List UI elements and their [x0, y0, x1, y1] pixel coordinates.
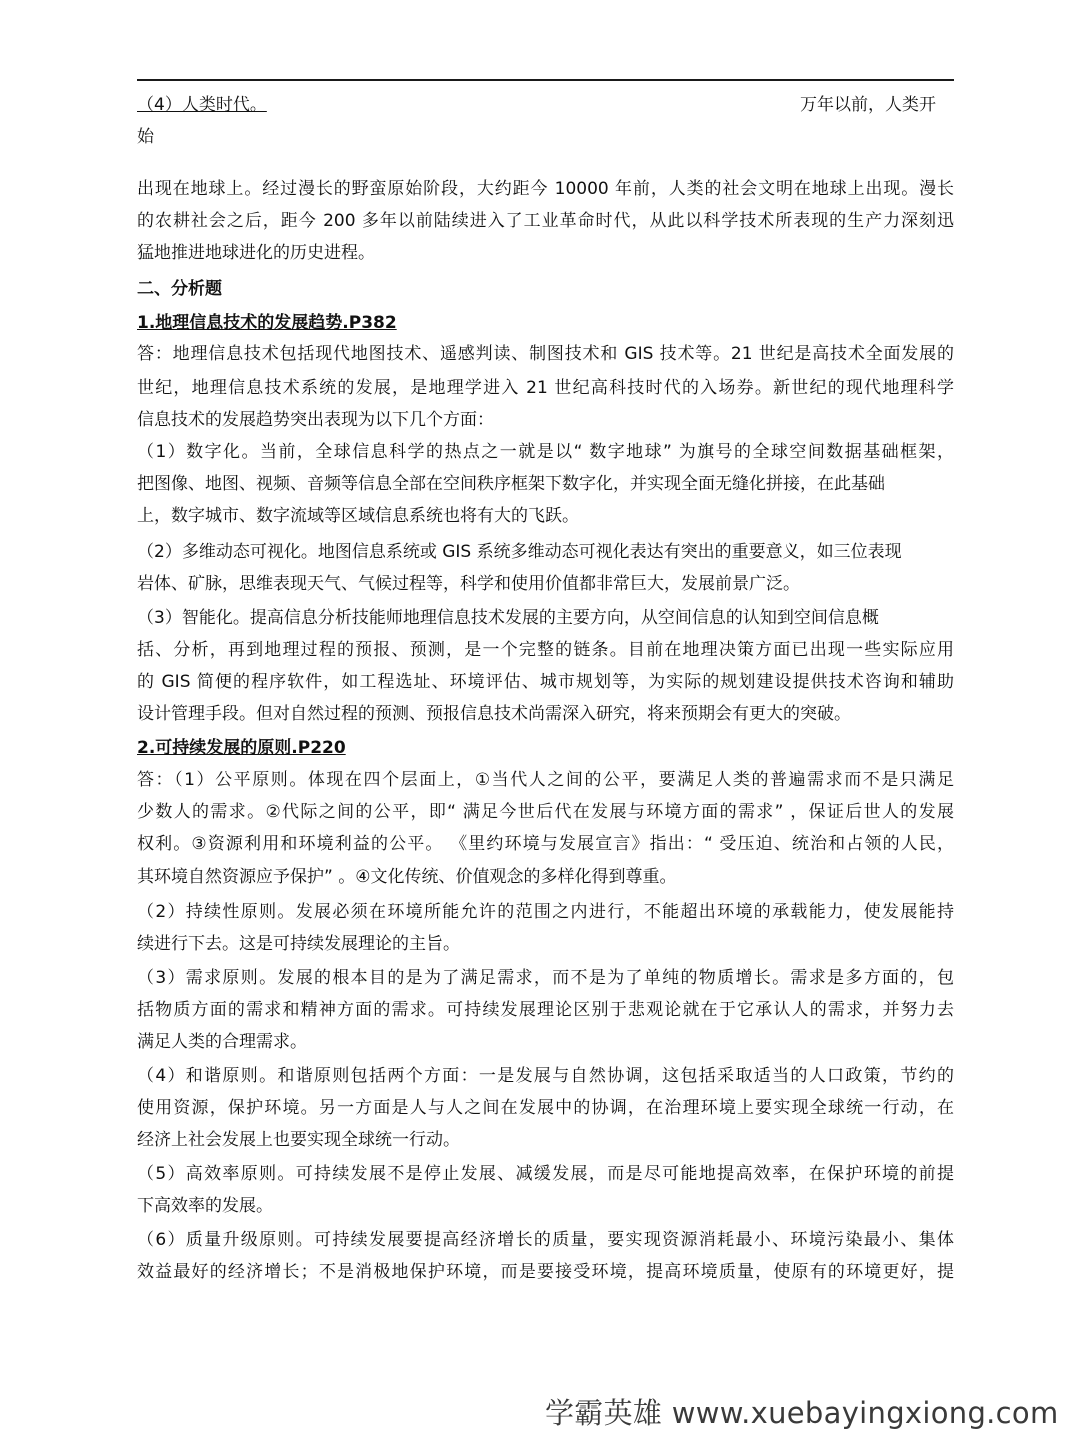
text-line: 把图像、地图、视频、音频等信息全部在空间秩序框架下数字化，并实现全面无缝化拼接，在此基础 [137, 474, 885, 494]
text-line: （4）和谐原则。和谐原则包括两个方面：一是发展与自然协调，这包括采取适当的人口政策，节约的 [137, 1066, 954, 1086]
text-line: 续进行下去。这是可持续发展理论的主旨。 [137, 934, 460, 954]
header-line-right-text: 万年以前，人类开 [800, 95, 936, 115]
text-line: 信息技术的发展趋势突出表现为以下几个方面： [137, 410, 494, 430]
text-line: （3）智能化。提高信息分析技能师地理信息技术发展的主要方向，从空间信息的认知到空间信息概 [137, 608, 879, 628]
text-line: 其环境自然资源应予保护” 。④文化传统、价值观念的多样化得到尊重。 [137, 867, 677, 887]
text-line: （5）高效率原则。可持续发展不是停止发展、减缓发展，而是尽可能地提高效率，在保护环境的前提 [137, 1164, 954, 1184]
text-line: （2）持续性原则。发展必须在环境所能允许的范围之内进行，不能超出环境的承载能力，使发展能持 [137, 902, 954, 922]
text-line: 使用资源，保护环境。另一方面是人与人之间在发展中的协调，在治理环境上要实现全球统一行动，在 [137, 1098, 954, 1118]
text-line: 岩体、矿脉，思维表现天气、气候过程等，科学和使用价值都非常巨大，发展前景广泛。 [137, 574, 800, 594]
text-line: 的 GIS 简便的程序软件，如工程选址、环境评估、城市规划等，为实际的规划建设提供技术咨询和辅助 [137, 672, 954, 692]
header-line [137, 94, 954, 116]
section-title-analysis: 二、分析题 [137, 279, 222, 299]
text-line: 上，数字城市、数字流域等区域信息系统也将有大的飞跃。 [137, 506, 579, 526]
text-line: （3）需求原则。发展的根本目的是为了满足需求，而不是为了单纯的物质增长。需求是多方面的，包 [137, 968, 954, 988]
text-line: 括、分析，再到地理过程的预报、预测，是一个完整的链条。目前在地理决策方面已出现一些实际应用 [137, 640, 954, 660]
question-title-1: 1.地理信息技术的发展趋势.P382 [137, 313, 397, 333]
text-line: 括物质方面的需求和精神方面的需求。可持续发展理论区别于悲观论就在于它承认人的需求，并努力去 [137, 1000, 954, 1020]
text-line: （1）数字化。当前，全球信息科学的热点之一就是以“ 数字地球” 为旗号的全球空间数据基础框架， [137, 442, 954, 462]
text-line: 猛地推进地球进化的历史进程。 [137, 243, 375, 263]
text-line: 效益最好的经济增长；不是消极地保护环境，而是要接受环境，提高环境质量，使原有的环境更好，提 [137, 1262, 954, 1282]
question-title-2: 2.可持续发展的原则.P220 [137, 738, 346, 758]
text-line: 下高效率的发展。 [137, 1196, 273, 1216]
text-line: 设计管理手段。但对自然过程的预测、预报信息技术尚需深入研究，将来预期会有更大的突破。 [137, 704, 851, 724]
text-line: 权利。③资源利用和环境利益的公平。 《里约环境与发展宣言》指出：“ 受压迫、统治和占领的人民， [137, 834, 954, 854]
text-line: （6）质量升级原则。可持续发展要提高经济增长的质量，要实现资源消耗最小、环境污染最小、集体 [137, 1230, 954, 1250]
text-line: 的农耕社会之后，距今 200 多年以前陆续进入了工业革命时代，从此以科学技术所表现的生产力深刻迅 [137, 211, 954, 231]
text-line: 答：（1）公平原则。体现在四个层面上，①当代人之间的公平，要满足人类的普遍需求而不是只满足 [137, 770, 954, 790]
text-line: 答：地理信息技术包括现代地图技术、遥感判读、制图技术和 GIS 技术等。21 世纪是高技术全面发展的 [137, 344, 954, 364]
text-line: 经济上社会发展上也要实现全球统一行动。 [137, 1130, 460, 1150]
text-line: （2）多维动态可视化。地图信息系统或 GIS 系统多维动态可视化表达有突出的重要意义，如三位表现 [137, 542, 902, 562]
text-line: 始 [137, 127, 154, 147]
header-rule [137, 79, 954, 81]
watermark: 学霸英雄 www.xuebayingxiong.com [545, 1396, 1059, 1430]
text-line: 出现在地球上。经过漫长的野蛮原始阶段，大约距今 10000 年前，人类的社会文明在地球上出现。漫长 [137, 179, 954, 199]
text-line: 世纪，地理信息技术系统的发展，是地理学进入 21 世纪高科技时代的入场券。新世纪的现代地理科学 [137, 378, 954, 398]
text-line: 少数人的需求。②代际之间的公平，即“ 满足今世后代在发展与环境方面的需求” ，保证后世人的发展 [137, 802, 954, 822]
text-line: 满足人类的合理需求。 [137, 1032, 307, 1052]
section-heading-human-era: （4）人类时代。 [137, 95, 267, 115]
